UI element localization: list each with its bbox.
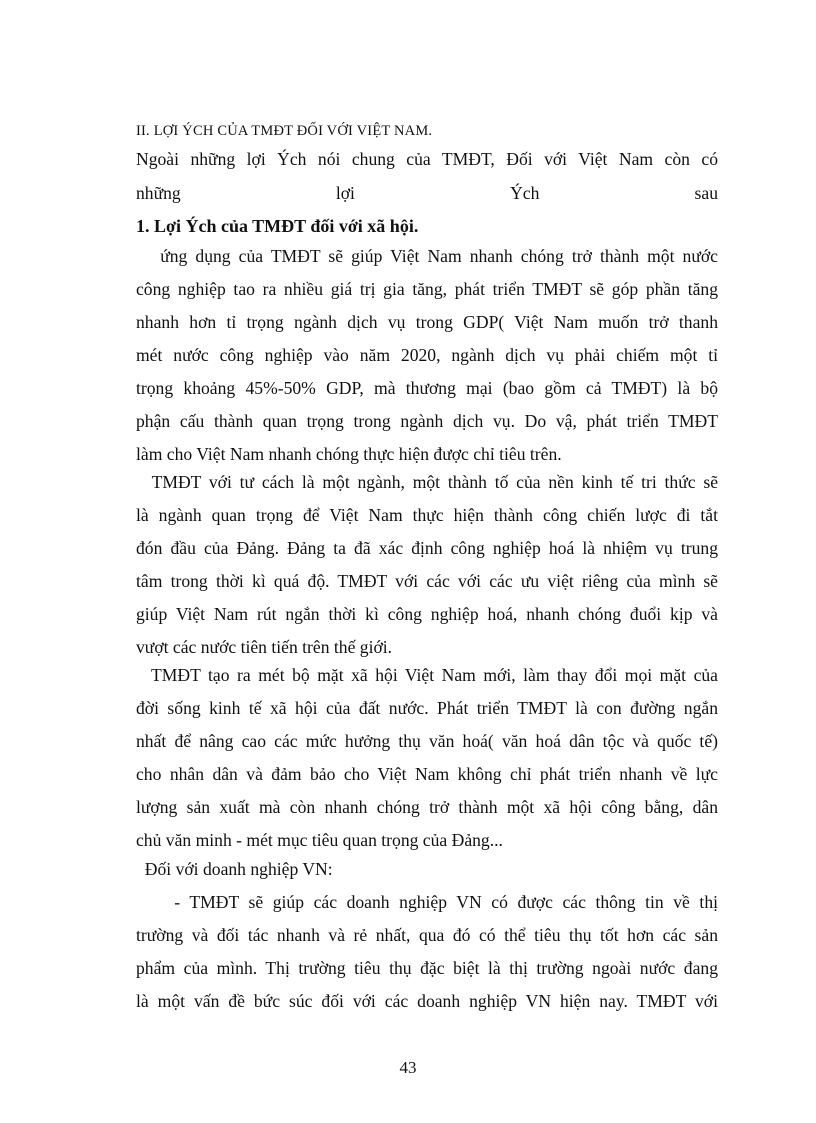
body-line: trường và đối tác nhanh và rẻ nhất, qua đó có thể tiêu thụ tốt hơn các sản — [136, 925, 718, 945]
page-number: 43 — [399, 1058, 417, 1077]
intro-line: những lợi Ých sau — [136, 183, 718, 203]
body-line: mét nước công nghiệp vào năm 2020, ngành dịch vụ phải chiếm một tỉ — [136, 345, 718, 365]
body-line: phẩm của mình. Thị trường tiêu thụ đặc biệt là thị trường ngoài nước đang — [136, 958, 718, 978]
subheading: 1. Lợi Ých của TMĐT đối với xã hội. — [136, 216, 419, 236]
body-line: giúp Việt Nam rút ngắn thời kì công nghiệp hoá, nhanh chóng đuổi kịp và — [136, 604, 718, 624]
body-line: TMĐT tạo ra mét bộ mặt xã hội Việt Nam mới, làm thay đổi mọi mặt của — [136, 665, 718, 685]
intro-line: Ngoài những lợi Ých nói chung của TMĐT, Đối với Việt Nam còn có — [136, 149, 718, 169]
section-heading: II. LỢI ÝCH CỦA TMĐT ĐỐI VỚI VIỆT NAM. — [136, 123, 433, 139]
body-line: - TMĐT sẽ giúp các doanh nghiệp VN có được các thông tin về thị — [136, 892, 718, 912]
body-line: đời sống kinh tế xã hội của đất nước. Phát triển TMĐT là con đường ngắn — [136, 698, 718, 718]
body-line: phận cấu thành quan trọng trong ngành dịch vụ. Do vậ, phát triển TMĐT — [136, 411, 718, 431]
body-line: đón đầu của Đảng. Đảng ta đã xác định công nghiệp hoá là nhiệm vụ trung — [136, 538, 718, 558]
body-line: TMĐT với tư cách là một ngành, một thành tố của nền kinh tế tri thức sẽ — [136, 472, 718, 492]
body-line: là ngành quan trọng để Việt Nam thực hiện thành công chiến lược đi tắt — [136, 505, 718, 525]
body-line: tâm trong thời kì quá độ. TMĐT với các với các ưu việt riêng của mình sẽ — [136, 571, 718, 591]
body-line: làm cho Việt Nam nhanh chóng thực hiện được chỉ tiêu trên. — [136, 444, 562, 464]
body-line: là một vấn đề bức súc đối với các doanh nghiệp VN hiện nay. TMĐT với — [136, 991, 718, 1011]
body-line: Đối với doanh nghiệp VN: — [136, 859, 333, 879]
body-line: nhất để nâng cao các mức hưởng thụ văn hoá( văn hoá dân tộc và quốc tế) — [136, 731, 718, 751]
body-line: ứng dụng của TMĐT sẽ giúp Việt Nam nhanh chóng trở thành một nước — [136, 246, 718, 266]
body-line: vượt các nước tiên tiến trên thế giới. — [136, 637, 393, 657]
body-line: lượng sản xuất mà còn nhanh chóng trở thành một xã hội công bằng, dân — [136, 797, 718, 817]
body-line: công nghiệp tao ra nhiều giá trị gia tăng, phát triển TMĐT sẽ góp phần tăng — [136, 279, 718, 299]
body-line: nhanh hơn tỉ trọng ngành dịch vụ trong GDP( Việt Nam muốn trở thanh — [136, 312, 718, 332]
body-line: cho nhân dân và đảm bảo cho Việt Nam không chỉ phát triển nhanh về lực — [136, 764, 718, 784]
body-line: trọng khoảng 45%-50% GDP, mà thương mại (bao gồm cả TMĐT) là bộ — [136, 378, 718, 398]
body-line: chủ văn minh - mét mục tiêu quan trọng của Đảng... — [136, 830, 503, 850]
